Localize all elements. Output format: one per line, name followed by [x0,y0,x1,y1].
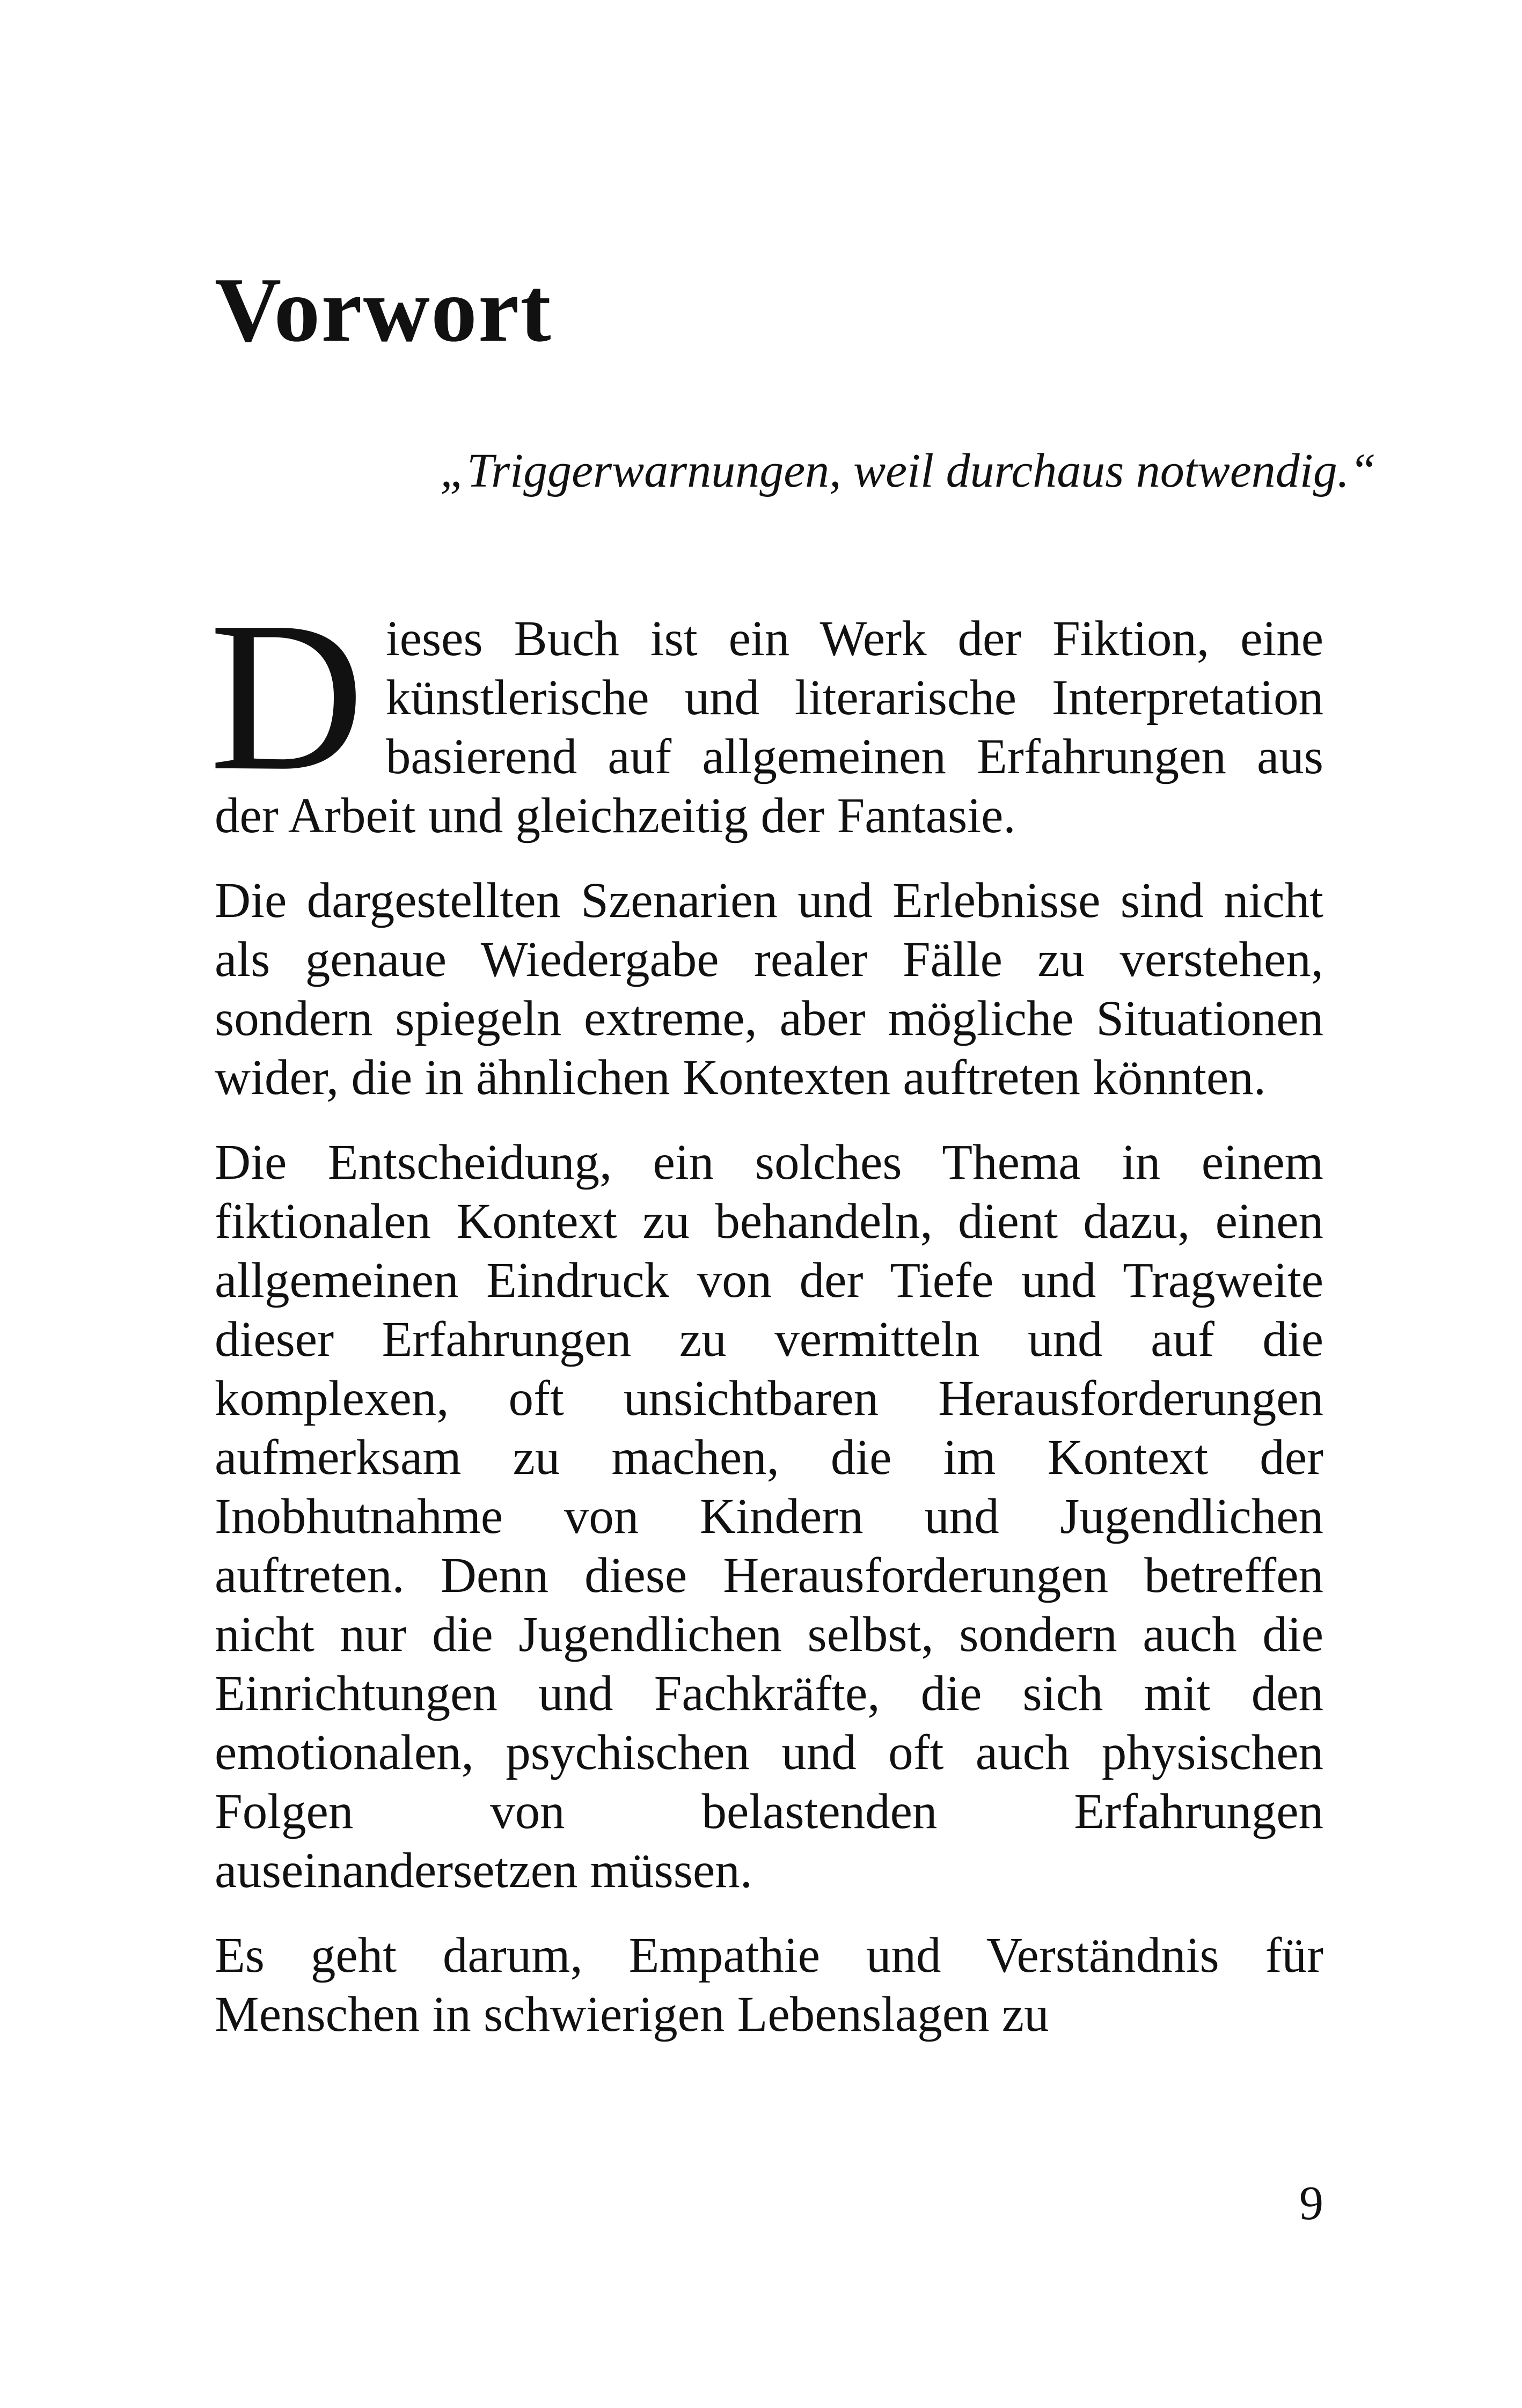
paragraph-1-text: ieses Buch ist ein Werk der Fiktion, eine künstlerische und literarische Interpretation basierend auf allgemeinen Erfahrungen aus der Arbeit und gleichzeitig der Fantasie. [215,611,1323,843]
paragraph-4: Es geht darum, Empathie und Verständnis für Menschen in schwierigen Lebenslagen zu [215,1928,1323,2042]
paragraph-1 [209,577,1323,846]
drop-cap: D [209,577,364,815]
chapter-title: Vorwort [215,259,552,361]
paragraph-2: Die dargestellten Szenarien und Erlebnisse sind nicht als genaue Wiedergabe realer Fälle zu verstehen, sondern spiegeln extreme, aber mögliche Situationen wider, die in ähnlichen Kontexten auftreten könnten. [215,873,1323,1105]
page-number: 9 [1299,2177,1323,2230]
body-text [209,577,1323,2070]
paragraph-3: Die Entscheidung, ein solches Thema in einem fiktionalen Kontext zu behandeln, dient dazu, einen allgemeinen Eindruck von der Tiefe und Tragweite dieser Erfahrungen zu vermitteln und auf die komplexen, oft unsichtbaren Herausforderungen aufmerksam zu machen, die im Kontext der Inobhutnahme von Kindern und Jugendlichen auftreten. Denn diese Herausforderungen betreffen nicht nur die Jugendlichen selbst, sondern auch die Einrichtungen und Fachkräfte, die sich mit den emotionalen, psychischen und oft auch physischen Folgen von belastenden Erfahrungen auseinandersetzen müssen. [215,1135,1323,1898]
epigraph: „Triggerwarnungen, weil durchaus notwendig.“ [440,444,1377,497]
